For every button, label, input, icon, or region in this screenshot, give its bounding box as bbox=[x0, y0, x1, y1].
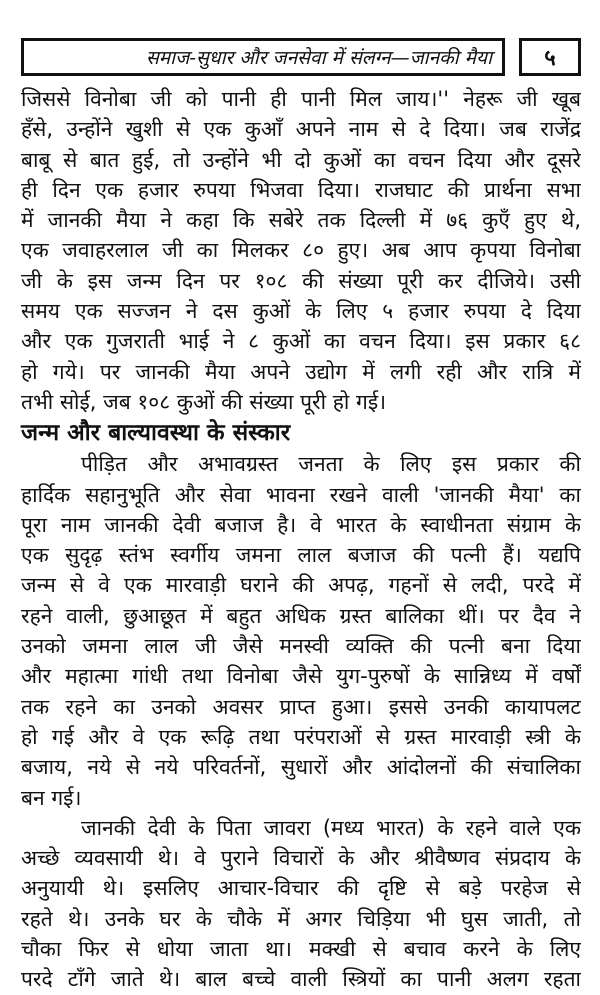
text-line: जिससे विनोबा जी को पानी ही पानी मिल जाय।'' नेहरू जी खूब bbox=[21, 87, 581, 111]
text-line: हो गये। पर जानकी मैया अपने उद्योग में लगी रही और रात्रि में bbox=[21, 359, 581, 384]
text-line: चौका फिर से धोया जाता था। मक्खी से बचाव करने के लिए bbox=[21, 937, 581, 962]
paragraph-2 bbox=[21, 449, 581, 813]
text-line: उनको जमना लाल जी जैसे मनस्वी व्यक्ति की पत्नी बना दिया bbox=[21, 634, 581, 659]
text-line: जानकी देवी के पिता जावरा (मध्य भारत) के रहने वाले एक bbox=[81, 815, 581, 840]
running-title: समाज-सुधार और जनसेवा में संलग्न—जानकी मैया bbox=[145, 47, 492, 69]
text-line: समय एक सज्जन ने दस कुओं के लिए ५ हजार रुपया दे दिया bbox=[21, 299, 581, 324]
text-line: ही दिन एक हजार रुपया भिजवा दिया। राजघाट की प्रार्थना सभा bbox=[21, 177, 581, 202]
text-line: और महात्मा गांधी तथा विनोबा जैसे युग-पुरुषों के सान्निध्य में वर्षों bbox=[21, 664, 581, 689]
text-line: बाबू से बात हुई, तो उन्होंने भी दो कुओं का वचन दिया और दूसरे bbox=[21, 147, 581, 172]
text-line: में जानकी मैया ने कहा कि सबेरे तक दिल्ली में ७६ कुएँ हुए थे, bbox=[21, 208, 581, 233]
text-line: हँसे, उन्होंने खुशी से एक कुआँ अपने नाम से दे दिया। जब राजेंद्र bbox=[21, 117, 581, 142]
text-line: बन गई। bbox=[21, 785, 82, 810]
text-line: हार्दिक सहानुभूति और सेवा भावना रखने वाली 'जानकी मैया' का bbox=[21, 482, 581, 507]
text-line: बजाय, नये से नये परिवर्तनों, सुधारों और आंदोलनों की संचालिका bbox=[21, 755, 581, 780]
text-line: जी के इस जन्म दिन पर १०८ की संख्या पूरी कर दीजिये। उसी bbox=[21, 268, 581, 293]
text-line: अनुयायी थे। इसलिए आचार-विचार की दृष्टि से बड़े परहेज से bbox=[21, 876, 581, 901]
text-line: परदे टाँगे जाते थे। बाल बच्चे वाली स्त्रियों का पानी अलग रहता bbox=[21, 967, 581, 992]
text-line: तभी सोई, जब १०८ कुओं की संख्या पूरी हो गई। bbox=[21, 389, 387, 414]
section-heading: जन्म और बाल्यावस्था के संस्कार bbox=[21, 420, 291, 447]
text-line: जन्म से वे एक मारवाड़ी घराने की अपढ़, गहनों से लदी, परदे में bbox=[21, 573, 581, 598]
text-line: रहते थे। उनके घर के चौके में अगर चिड़िया भी घुस जाती, तो bbox=[21, 906, 581, 931]
text-line: हो गई और वे एक रूढ़ि तथा परंपराओं से ग्रस्त मारवाड़ी स्त्री के bbox=[21, 724, 581, 749]
text-line: एक सुदृढ़ स्तंभ स्वर्गीय जमना लाल बजाज की पत्नी हैं। यद्यपि bbox=[21, 543, 581, 568]
text-line: अच्छे व्यवसायी थे। वे पुराने विचारों के और श्रीवैष्णव संप्रदाय के bbox=[21, 846, 581, 871]
text-line: पीड़ित और अभावग्रस्त जनता के लिए इस प्रकार की bbox=[81, 452, 581, 477]
text-line: पूरा नाम जानकी देवी बजाज है। वे भारत के स्वाधीनता संग्राम के bbox=[21, 512, 581, 537]
running-header bbox=[21, 38, 505, 76]
page-number: ५ bbox=[519, 38, 581, 76]
paragraph-1 bbox=[21, 84, 581, 417]
text-line: तक रहने का उनको अवसर प्राप्त हुआ। इससे उनकी कायापलट bbox=[21, 694, 581, 719]
page-body bbox=[21, 84, 581, 995]
text-line: और एक गुजराती भाई ने ८ कुओं का वचन दिया। इस प्रकार ६८ bbox=[21, 329, 581, 354]
text-line: रहने वाली, छुआछूत में बहुत अधिक ग्रस्त बालिका थीं। पर दैव ने bbox=[21, 603, 581, 628]
text-line: एक जवाहरलाल जी का मिलकर ८० हुए। अब आप कृपया विनोबा bbox=[21, 238, 581, 263]
paragraph-3 bbox=[21, 813, 581, 995]
